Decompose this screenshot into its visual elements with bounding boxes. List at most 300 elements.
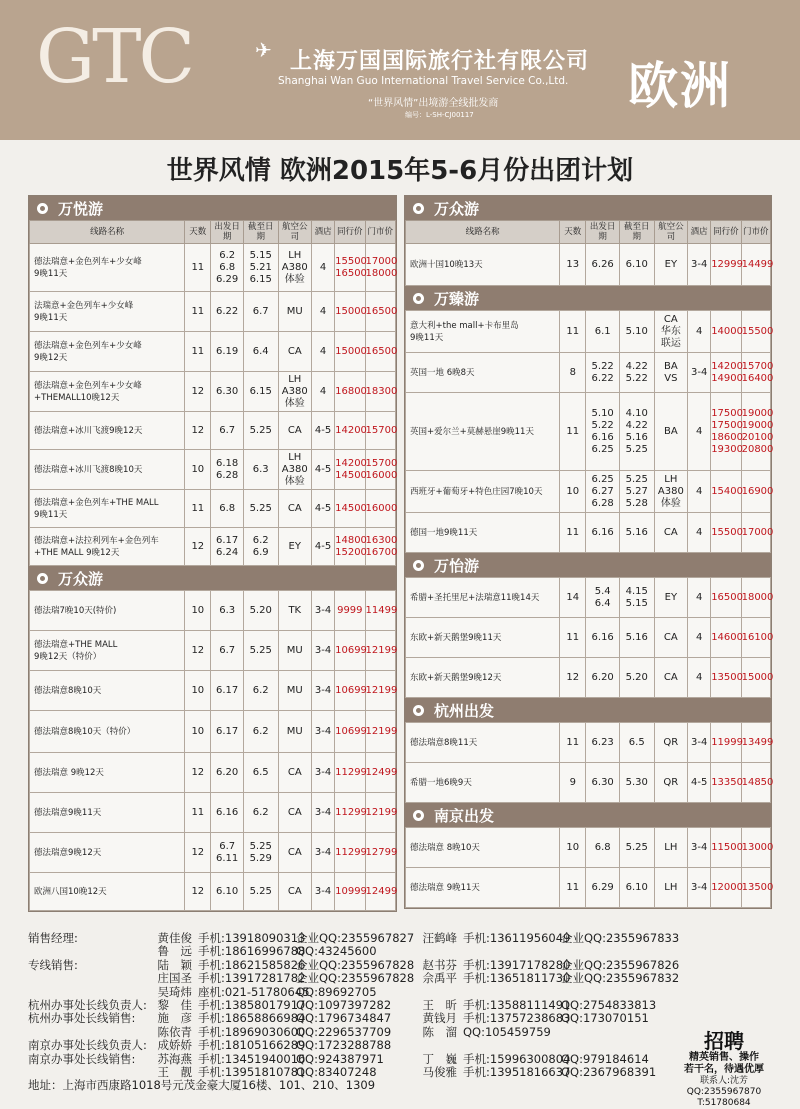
circle-bullet-icon <box>413 203 424 214</box>
hotel-star: 4 <box>312 332 335 372</box>
days-cell: 11 <box>560 723 586 763</box>
table-row <box>30 292 396 332</box>
route-name: 德法瑞意+金色列车+THE MALL 9晚11天 <box>30 490 185 528</box>
circle-bullet-icon <box>37 573 48 584</box>
airline-cell: CA <box>278 793 312 833</box>
tour-table <box>405 827 774 908</box>
circle-bullet-icon <box>413 810 424 821</box>
route-name: 德法瑞意+金色列车+少女峰 9晚11天 <box>30 244 185 292</box>
deadline-date: 6.10 <box>619 244 654 286</box>
days-cell: 12 <box>185 873 211 911</box>
contact-role: 南京办事处长线销售: <box>28 1051 136 1066</box>
column-header: 截至日期 <box>619 221 654 244</box>
route-name: 德法瑞意+金色列车+少女峰 +THEMALL10晚12天 <box>30 372 185 412</box>
deadline-date: 5.25 <box>619 828 654 868</box>
retail-price: 15700 16000 <box>365 450 395 490</box>
recruitment-box <box>664 1030 784 1109</box>
contact-name: 王 靓 <box>157 1065 192 1080</box>
contact-role <box>28 1066 150 1079</box>
section-header <box>405 196 771 220</box>
route-name: 德法瑞意+冰川飞渡8晚10天 <box>30 450 185 490</box>
hotel-star: 4 <box>688 578 711 618</box>
days-cell: 11 <box>185 292 211 332</box>
right-tour-column <box>404 195 772 909</box>
contact-name: 黄佳俊 <box>157 931 192 945</box>
contact-phone-2: 手机:13917178280 <box>463 957 571 972</box>
days-cell: 10 <box>185 591 211 631</box>
airline-cell: CA <box>278 490 312 528</box>
tour-table <box>405 722 774 803</box>
peer-price: 13500 <box>711 658 741 698</box>
section-title: 杭州出发 <box>434 701 495 720</box>
deadline-date: 5.16 <box>619 618 654 658</box>
retail-price: 13000 <box>741 828 770 868</box>
contact-phone: 手机:18616996788 <box>198 944 306 959</box>
table-row <box>30 873 396 911</box>
contact-name: 吴琦炜 <box>157 984 192 999</box>
contact-qq-2: QQ:2754833813 <box>561 998 657 1013</box>
departure-date: 5.22 6.22 <box>586 353 620 393</box>
retail-price: 14850 <box>741 763 770 803</box>
route-name: 东欧+新天鹅堡9晚11天 <box>406 618 560 658</box>
table-row <box>406 723 771 763</box>
airline-cell: BA <box>654 393 688 471</box>
contact-row <box>28 945 758 958</box>
contact-qq: QQ:1097397282 <box>296 998 392 1013</box>
airline-cell: CA <box>654 513 688 553</box>
deadline-date: 6.2 6.9 <box>243 528 278 566</box>
deadline-date: 6.2 <box>243 671 278 711</box>
days-cell: 12 <box>185 372 211 412</box>
contact-phone-2: 手机:13611956049 <box>463 931 571 945</box>
departure-date: 6.20 <box>211 753 244 793</box>
page-title: 世界风情 欧洲2015年5-6月份出团计划 <box>166 156 634 186</box>
retail-price: 15500 <box>741 311 770 353</box>
contact-name: 陆 颖 <box>157 957 192 972</box>
contact-qq: 企业QQ:2355967827 <box>296 931 415 945</box>
departure-date: 6.1 <box>586 311 620 353</box>
route-name: 德国一地9晚11天 <box>406 513 560 553</box>
retail-price: 13499 <box>741 723 770 763</box>
retail-price: 18300 <box>365 372 395 412</box>
contact-phone: 手机:13858017917 <box>198 998 306 1013</box>
column-header: 同行价 <box>335 221 365 244</box>
table-row <box>30 412 396 450</box>
route-name: 西班牙+葡萄牙+特色庄园7晚10天 <box>406 471 560 513</box>
circle-bullet-icon <box>413 560 424 571</box>
deadline-date: 5.25 <box>243 412 278 450</box>
retail-price: 16900 <box>741 471 770 513</box>
route-name: 希腊一地6晚9天 <box>406 763 560 803</box>
departure-date: 6.19 <box>211 332 244 372</box>
hotel-star: 4 <box>688 393 711 471</box>
hotel-star: 3-4 <box>312 591 335 631</box>
contact-phone: 手机:18105166289 <box>198 1038 306 1053</box>
contact-name: 鲁 远 <box>157 944 192 959</box>
contact-name-2 <box>421 986 463 999</box>
hotel-star: 4 <box>312 244 335 292</box>
peer-price: 14200 14500 <box>335 450 365 490</box>
table-row <box>30 528 396 566</box>
contact-name-2: 佘禹平 <box>422 971 457 986</box>
route-name: 德法瑞意+法拉利列车+金色列车 +THE MALL 9晚12天 <box>30 528 185 566</box>
contact-phone: 手机:13918090313 <box>198 931 306 945</box>
days-cell: 10 <box>560 828 586 868</box>
column-header: 线路名称 <box>30 221 185 244</box>
days-cell: 14 <box>560 578 586 618</box>
contact-qq: 企业QQ:2355967828 <box>296 957 415 972</box>
column-header: 航空公司 <box>278 221 312 244</box>
retail-price: 13500 <box>741 868 770 908</box>
contact-name-2: 赵书芬 <box>422 957 457 972</box>
contact-qq-2: QQ:979184614 <box>561 1051 649 1066</box>
table-row <box>30 631 396 671</box>
days-cell: 11 <box>560 393 586 471</box>
retail-price: 16500 <box>365 332 395 372</box>
departure-date: 6.3 <box>211 591 244 631</box>
hotel-star: 3-4 <box>312 671 335 711</box>
contact-qq: QQ:43245600 <box>296 944 377 959</box>
contact-phone: 手机:13451940016 <box>198 1051 306 1066</box>
retail-price: 12499 <box>365 873 395 911</box>
contact-name-2: 丁 巍 <box>422 1051 457 1066</box>
hotel-star: 3-4 <box>312 711 335 753</box>
airline-cell: EY <box>278 528 312 566</box>
route-name: 德法瑞意+冰川飞渡9晚12天 <box>30 412 185 450</box>
column-header: 酒店 <box>688 221 711 244</box>
deadline-date: 6.7 <box>243 292 278 332</box>
contact-row <box>28 1039 758 1052</box>
retail-price: 15700 <box>365 412 395 450</box>
contact-row <box>28 1053 758 1066</box>
airline-cell: MU <box>278 631 312 671</box>
days-cell: 12 <box>185 631 211 671</box>
route-name: 德法瑞意8晚10天 <box>30 671 185 711</box>
contact-phone-2 <box>463 1039 561 1052</box>
table-row <box>406 393 771 471</box>
contact-qq-2: QQ:2367968391 <box>561 1065 657 1080</box>
route-name: 德法瑞意9晚12天 <box>30 833 185 873</box>
company-logo: GTC <box>36 14 193 100</box>
days-cell: 8 <box>560 353 586 393</box>
peer-price: 11299 <box>335 793 365 833</box>
airline-cell: EY <box>654 244 688 286</box>
peer-price: 14000 <box>711 311 741 353</box>
column-header: 天数 <box>185 221 211 244</box>
address: 地址：上海市西康路1018号元茂金豪大厦16楼、101、210、1309 <box>28 1078 376 1093</box>
days-cell: 11 <box>560 868 586 908</box>
contact-role <box>28 972 150 985</box>
deadline-date: 5.25 5.29 <box>243 833 278 873</box>
peer-price: 14600 <box>711 618 741 658</box>
table-header-row <box>406 221 771 244</box>
table-row <box>406 763 771 803</box>
table-row <box>30 450 396 490</box>
departure-date: 6.18 6.28 <box>211 450 244 490</box>
hotel-star: 3-4 <box>688 244 711 286</box>
section-title: 万众游 <box>434 199 480 218</box>
column-header: 酒店 <box>312 221 335 244</box>
hotel-star: 3-4 <box>312 793 335 833</box>
peer-price: 11299 <box>335 833 365 873</box>
days-cell: 10 <box>185 711 211 753</box>
peer-price: 12000 <box>711 868 741 908</box>
table-row <box>30 753 396 793</box>
retail-price: 12199 <box>365 711 395 753</box>
column-header: 天数 <box>560 221 586 244</box>
contact-name-2: 马俊雅 <box>422 1065 457 1080</box>
airline-cell: LH A380 体验 <box>278 372 312 412</box>
deadline-date: 6.5 <box>619 723 654 763</box>
column-header: 门市价 <box>365 221 395 244</box>
days-cell: 11 <box>560 513 586 553</box>
company-name-en: Shanghai Wan Guo International Travel Service Co.,Ltd. <box>278 75 569 87</box>
days-cell: 13 <box>560 244 586 286</box>
peer-price: 15000 <box>335 332 365 372</box>
contact-name-2 <box>421 1039 463 1052</box>
license-number: 编号：L-SH-CJ00117 <box>405 111 474 119</box>
contact-row <box>28 959 758 972</box>
peer-price: 15500 16500 <box>335 244 365 292</box>
table-row <box>30 591 396 631</box>
contact-name-2: 王 昕 <box>422 998 457 1013</box>
recruit-qq: QQ:2355967870 <box>686 1087 762 1097</box>
route-name: 欧洲十国10晚13天 <box>406 244 560 286</box>
deadline-date: 5.20 <box>619 658 654 698</box>
column-header: 门市价 <box>741 221 770 244</box>
hotel-star: 4-5 <box>312 412 335 450</box>
table-row <box>30 711 396 753</box>
airline-cell: CA <box>278 873 312 911</box>
section-header <box>405 803 771 827</box>
peer-price: 14500 <box>335 490 365 528</box>
days-cell: 10 <box>560 471 586 513</box>
peer-price: 15000 <box>335 292 365 332</box>
days-cell: 12 <box>185 833 211 873</box>
deadline-date: 5.25 <box>243 490 278 528</box>
days-cell: 11 <box>560 618 586 658</box>
airline-cell: CA <box>278 332 312 372</box>
retail-price: 16000 <box>365 490 395 528</box>
hotel-star: 4 <box>312 292 335 332</box>
section-header <box>405 553 771 577</box>
peer-price: 15400 <box>711 471 741 513</box>
contact-qq: QQ:1723288788 <box>296 1038 392 1053</box>
section-title: 南京出发 <box>434 806 495 825</box>
contact-phone-2: QQ:105459759 <box>463 1024 551 1039</box>
company-name-cn: 上海万国国际旅行社有限公司 <box>290 49 590 74</box>
hotel-star: 4 <box>312 372 335 412</box>
table-row <box>406 471 771 513</box>
peer-price: 17500 17500 18600 19300 <box>711 393 741 471</box>
departure-date: 6.7 <box>211 412 244 450</box>
table-row <box>406 513 771 553</box>
tour-table <box>405 310 774 553</box>
hotel-star: 4-5 <box>312 450 335 490</box>
departure-date: 5.4 6.4 <box>586 578 620 618</box>
contact-phone-2 <box>463 986 561 999</box>
table-row <box>406 578 771 618</box>
retail-price: 17000 <box>741 513 770 553</box>
departure-date: 6.16 <box>211 793 244 833</box>
contact-role: 专线销售: <box>28 957 78 972</box>
contact-role <box>28 945 150 958</box>
departure-date: 6.26 <box>586 244 620 286</box>
route-name: 德法瑞7晚10天(特价) <box>30 591 185 631</box>
airplane-icon: ✈ <box>255 38 272 62</box>
departure-date: 6.7 6.11 <box>211 833 244 873</box>
column-header: 同行价 <box>711 221 741 244</box>
departure-date: 6.22 <box>211 292 244 332</box>
retail-price: 16300 16700 <box>365 528 395 566</box>
hotel-star: 4-5 <box>312 490 335 528</box>
table-row <box>406 618 771 658</box>
deadline-date: 6.4 <box>243 332 278 372</box>
route-name: 德法瑞意+THE MALL 9晚12天（特价） <box>30 631 185 671</box>
contact-qq: QQ:2296537709 <box>296 1024 392 1039</box>
contact-phone: 座机:021-51780645 <box>198 984 310 999</box>
contact-phone: 手机:13917281782 <box>198 971 306 986</box>
peer-price: 14800 15200 <box>335 528 365 566</box>
contact-qq-2: 企业QQ:2355967832 <box>561 971 680 986</box>
header-banner <box>0 0 800 140</box>
hotel-star: 3-4 <box>688 828 711 868</box>
departure-date: 6.16 <box>586 618 620 658</box>
retail-price: 17000 18000 <box>365 244 395 292</box>
days-cell: 10 <box>185 450 211 490</box>
contact-qq: QQ:924387971 <box>296 1051 384 1066</box>
contact-role <box>28 1026 150 1039</box>
route-name: 意大利+the mall+卡布里岛 9晚11天 <box>406 311 560 353</box>
contact-qq: QQ:89692705 <box>296 984 377 999</box>
deadline-date: 4.22 5.22 <box>619 353 654 393</box>
airline-cell: MU <box>278 292 312 332</box>
hotel-star: 4-5 <box>312 528 335 566</box>
days-cell: 9 <box>560 763 586 803</box>
retail-price: 11499 <box>365 591 395 631</box>
airline-cell: CA 华东 联运 <box>654 311 688 353</box>
deadline-date: 6.15 <box>243 372 278 412</box>
contact-phone: 手机:13951810781 <box>198 1065 306 1080</box>
deadline-date: 5.25 5.27 5.28 <box>619 471 654 513</box>
peer-price: 12999 <box>711 244 741 286</box>
left-tour-column <box>28 195 397 912</box>
peer-price: 10699 <box>335 671 365 711</box>
column-header: 出发日期 <box>586 221 620 244</box>
contact-phone-2: 手机:13757238683 <box>463 1011 571 1026</box>
deadline-date: 5.25 <box>243 873 278 911</box>
tour-table <box>405 577 774 698</box>
circle-bullet-icon <box>413 705 424 716</box>
days-cell: 12 <box>185 412 211 450</box>
airline-cell: BA VS <box>654 353 688 393</box>
airline-cell: CA <box>654 658 688 698</box>
table-row <box>406 353 771 393</box>
contact-name-2: 汪鹤峰 <box>422 931 457 945</box>
deadline-date: 5.15 5.21 6.15 <box>243 244 278 292</box>
departure-date: 6.23 <box>586 723 620 763</box>
table-row <box>30 372 396 412</box>
contact-row <box>28 1026 758 1039</box>
retail-price: 15000 <box>741 658 770 698</box>
peer-price: 10999 <box>335 873 365 911</box>
peer-price: 13350 <box>711 763 741 803</box>
table-row <box>30 833 396 873</box>
route-name: 德法瑞意 9晚11天 <box>406 868 560 908</box>
departure-date: 6.16 <box>586 513 620 553</box>
airline-cell: CA <box>278 833 312 873</box>
airline-cell: LH A380 体验 <box>278 244 312 292</box>
contact-qq-2: 企业QQ:2355967826 <box>561 957 680 972</box>
contact-row <box>28 1066 758 1079</box>
airline-cell: TK <box>278 591 312 631</box>
peer-price: 11299 <box>335 753 365 793</box>
contact-name: 成娇娇 <box>157 1038 192 1053</box>
table-header-row <box>30 221 396 244</box>
table-row <box>30 671 396 711</box>
departure-date: 6.7 <box>211 631 244 671</box>
hotel-star: 3-4 <box>312 631 335 671</box>
peer-price: 15500 <box>711 513 741 553</box>
departure-date: 6.20 <box>586 658 620 698</box>
recruit-line1: 精英销售、操作 <box>689 1052 759 1063</box>
departure-date: 6.8 <box>586 828 620 868</box>
days-cell: 11 <box>560 311 586 353</box>
contact-phone-2: 手机:13951816637 <box>463 1065 571 1080</box>
retail-price: 14499 <box>741 244 770 286</box>
table-row <box>30 490 396 528</box>
route-name: 德法瑞意8晚11天 <box>406 723 560 763</box>
contact-row <box>28 972 758 985</box>
hotel-star: 3-4 <box>688 868 711 908</box>
contact-name-2 <box>421 945 463 958</box>
airline-cell: MU <box>278 711 312 753</box>
table-row <box>406 828 771 868</box>
airline-cell: LH A380 体验 <box>278 450 312 490</box>
hotel-star: 3-4 <box>688 353 711 393</box>
table-row <box>406 658 771 698</box>
section-header <box>405 698 771 722</box>
column-header: 线路名称 <box>406 221 560 244</box>
route-name: 欧洲八国10晚12天 <box>30 873 185 911</box>
contact-name: 施 彦 <box>157 1011 192 1026</box>
retail-price: 16100 <box>741 618 770 658</box>
route-name: 英国+爱尔兰+莫赫悬崖9晚11天 <box>406 393 560 471</box>
route-name: 法瑞意+金色列车+少女峰 9晚11天 <box>30 292 185 332</box>
section-title: 万怡游 <box>434 556 480 575</box>
route-name: 东欧+新天鹅堡9晚12天 <box>406 658 560 698</box>
hotel-star: 4 <box>688 311 711 353</box>
airline-cell: EY <box>654 578 688 618</box>
contact-qq-2: 企业QQ:2355967833 <box>561 931 680 945</box>
contact-role: 杭州办事处长线销售: <box>28 1011 136 1026</box>
retail-price: 19000 19000 20100 20800 <box>741 393 770 471</box>
contact-name: 庄国圣 <box>157 971 192 986</box>
tour-table <box>405 220 774 286</box>
retail-price: 15700 16400 <box>741 353 770 393</box>
contact-row <box>28 986 758 999</box>
route-name: 德法瑞意8晚10天（特价） <box>30 711 185 753</box>
contact-phone: 手机:18969030600 <box>198 1024 306 1039</box>
route-name: 德法瑞意 9晚12天 <box>30 753 185 793</box>
deadline-date: 6.10 <box>619 868 654 908</box>
airline-cell: LH A380 体验 <box>654 471 688 513</box>
table-row <box>406 311 771 353</box>
contact-phone: 手机:18621585826 <box>198 957 306 972</box>
retail-price: 12499 <box>365 753 395 793</box>
region-title: 欧洲 <box>628 57 732 115</box>
days-cell: 11 <box>185 332 211 372</box>
